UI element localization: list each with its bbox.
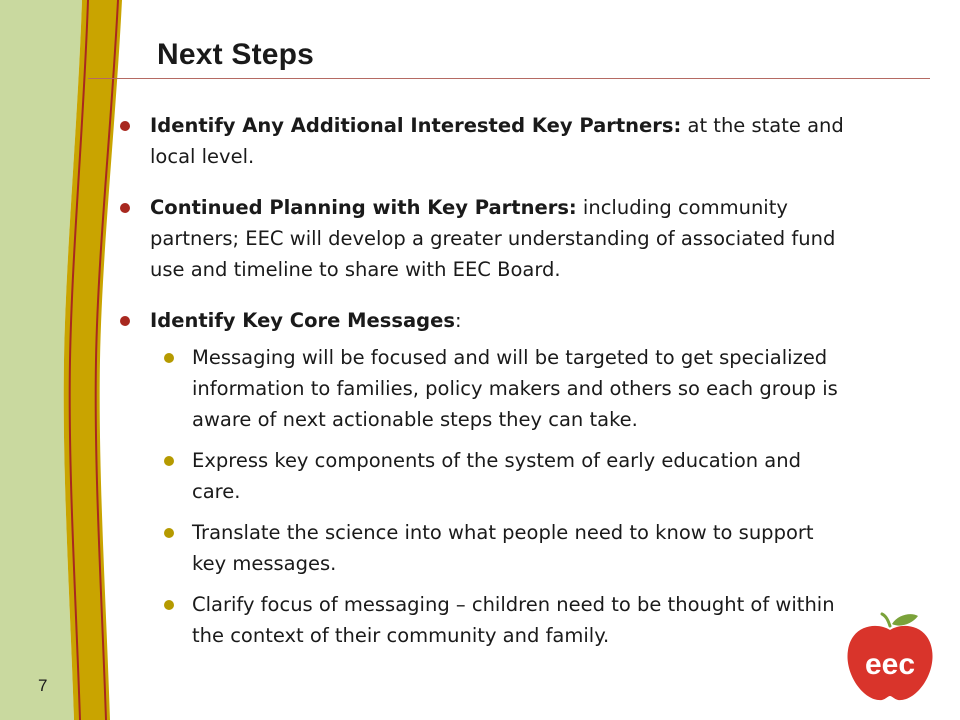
sub-bullet-item: Translate the science into what people need to know to support key messages. [160,517,848,579]
slide-title: Next Steps [157,38,315,71]
bullet-heading: Identify Any Additional Interested Key Partners: [150,114,682,137]
logo-text: eec [864,648,916,681]
sub-bullet-item: Messaging will be focused and will be targeted to get specialized information to families, policy makers and others so each group is aware of next actionable steps they can take. [160,342,848,435]
bullet-text: including community partners; EEC will develop a greater understanding of associated fund use and timeline to share with EEC Board. [150,196,836,281]
eec-apple-logo [842,612,938,704]
page-number: 7 [38,676,48,695]
bullet-heading: Identify Key Core Messages [150,309,455,332]
bullet-list [118,110,848,661]
bullet-heading: Continued Planning with Key Partners: [150,196,577,219]
bullet-item [118,110,848,172]
sub-bullet-item: Express key components of the system of early education and care. [160,445,848,507]
bullet-item [118,305,848,336]
title-divider [88,78,930,79]
bullet-text: at the state and local level. [150,114,844,168]
sub-bullet-list [118,342,848,651]
bullet-item [118,192,848,285]
left-decorative-band [0,0,130,720]
sub-bullet-item: Clarify focus of messaging – children need to be thought of within the context of their community and family. [160,589,848,651]
bullet-text: : [454,309,462,332]
